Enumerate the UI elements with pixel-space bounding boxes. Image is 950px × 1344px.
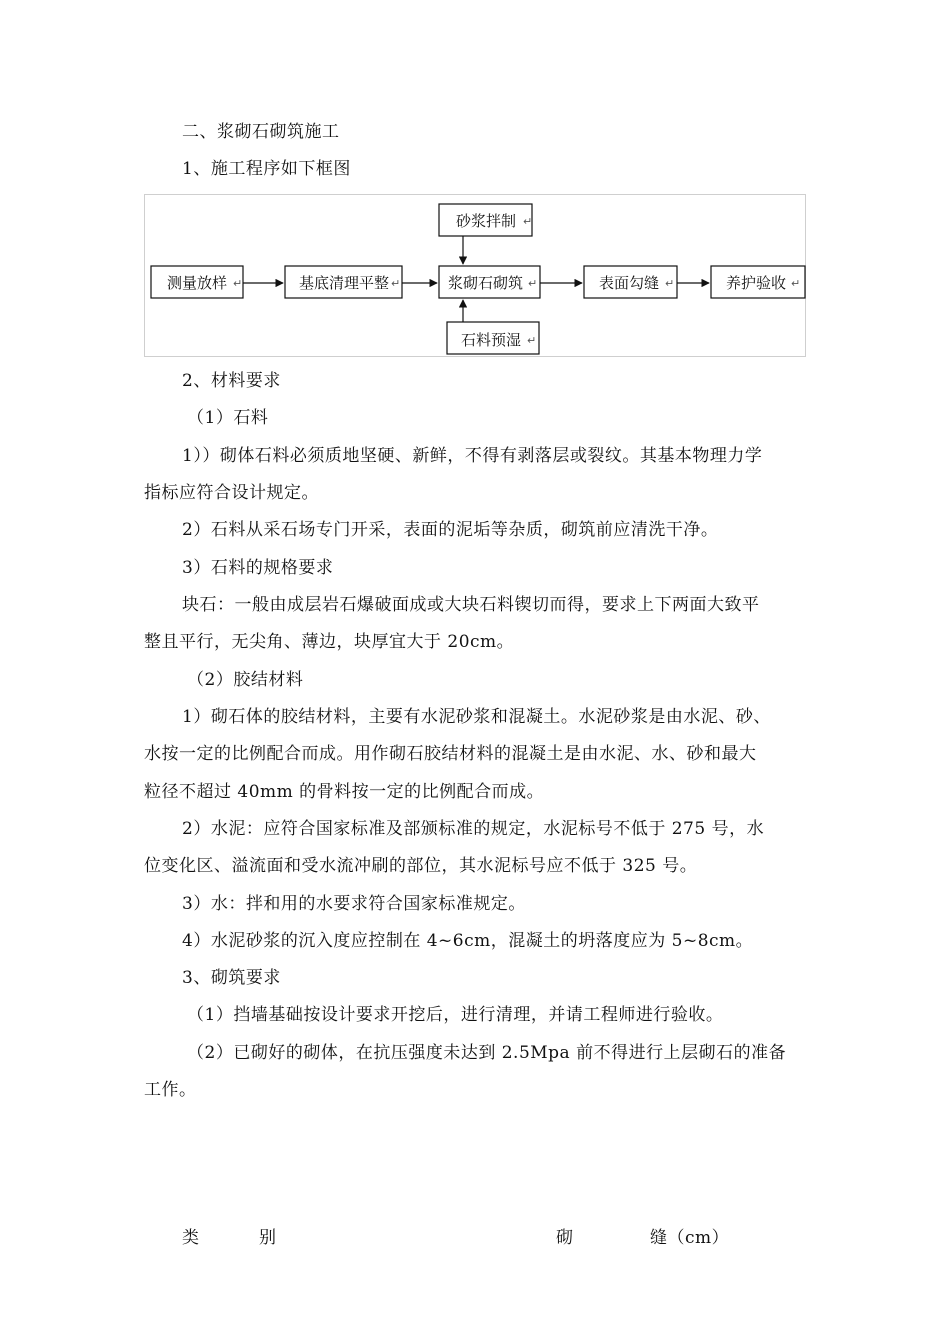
subsection-title: （2）胶结材料 [187, 670, 304, 690]
paragraph-line: 位变化区、溢流面和受水流冲刷的部位，其水泥标号应不低于 325 号。 [144, 856, 698, 876]
paragraph-line: 1））砌体石料必须质地坚硬、新鲜，不得有剥落层或裂纹。其基本物理力学 [182, 446, 763, 466]
label-base-clearing: 基底清理平整 [299, 274, 390, 292]
table-header-cell: 类 [182, 1228, 200, 1248]
section-heading: 二、浆砌石砌筑施工 [182, 122, 340, 142]
paragraph-line: 1）砌石体的胶结材料，主要有水泥砂浆和混凝土。水泥砂浆是由水泥、砂、 [182, 707, 771, 727]
paragraph-line: 工作。 [144, 1080, 197, 1100]
paragraph-line: 粒径不超过 40mm 的骨料按一定的比例配合而成。 [144, 782, 545, 802]
paragraph-line: （2）已砌好的砌体，在抗压强度未达到 2.5Mpa 前不得进行上层砌石的准备 [187, 1043, 787, 1063]
paragraph-line: 块石：一般由成层岩石爆破面成或大块石料锲切而得，要求上下两面大致平 [182, 595, 760, 615]
return-mark: ↵ [791, 277, 801, 290]
paragraph-line: （1）挡墙基础按设计要求开挖后，进行清理，并请工程师进行验收。 [187, 1005, 724, 1025]
return-mark: ↵ [233, 277, 243, 290]
label-stone-prewet: 石料预湿 [461, 331, 522, 349]
table-header-cell: 别 [259, 1228, 277, 1248]
paragraph-line: 水按一定的比例配合而成。用作砌石胶结材料的混凝土是由水泥、水、砂和最大 [144, 744, 757, 764]
paragraph-line: 3）石料的规格要求 [182, 558, 334, 578]
label-jointing: 表面勾缝 [599, 274, 660, 292]
return-mark: ↵ [665, 277, 675, 290]
table-header-cell: 缝（cm） [650, 1228, 730, 1248]
label-survey: 测量放样 [167, 274, 228, 292]
subsection-title: 2、材料要求 [182, 371, 281, 391]
flow-diagram [144, 194, 806, 357]
paragraph-line: 3）水：拌和用的水要求符合国家标准规定。 [182, 894, 526, 914]
return-mark: ↵ [391, 277, 401, 290]
paragraph-line: 4）水泥砂浆的沉入度应控制在 4~6cm，混凝土的坍落度应为 5~8cm。 [182, 931, 754, 951]
paragraph-line: 2）水泥：应符合国家标准及部颁标准的规定，水泥标号不低于 275 号，水 [182, 819, 765, 839]
label-mortar-mixing: 砂浆拌制 [456, 212, 517, 230]
label-masonry: 浆砌石砌筑 [448, 274, 524, 292]
table-header-cell: 砌 [556, 1228, 574, 1248]
return-mark: ↵ [527, 334, 537, 347]
subsection-title: 1、施工程序如下框图 [182, 159, 351, 179]
return-mark: ↵ [528, 277, 538, 290]
paragraph-line: 指标应符合设计规定。 [144, 483, 319, 503]
return-mark: ↵ [523, 215, 533, 228]
subsection-title: （1）石料 [187, 408, 269, 428]
flow-diagram-svg [145, 195, 807, 358]
label-curing: 养护验收 [726, 274, 787, 292]
paragraph-line: 2）石料从采石场专门开采，表面的泥垢等杂质，砌筑前应清洗干净。 [182, 520, 719, 540]
paragraph-line: 整且平行，无尖角、薄边，块厚宜大于 20cm。 [144, 632, 515, 652]
subsection-title: 3、砌筑要求 [182, 968, 281, 988]
